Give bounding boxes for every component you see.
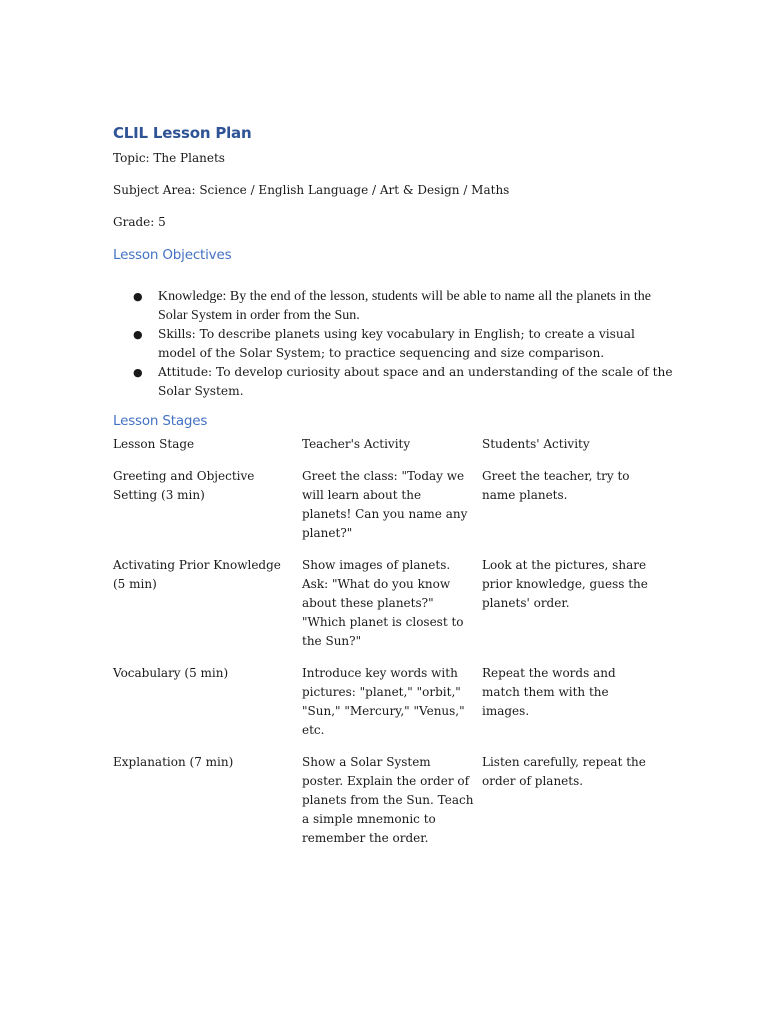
teacher-activity-cell: Show images of planets. Ask: "What do you know about these planets?" "Which planet is closest to the Sun?"	[302, 558, 464, 648]
table-header-row	[113, 435, 654, 467]
table-row	[113, 664, 654, 753]
teacher-activity-cell: Introduce key words with pictures: "planet," "orbit," "Sun," "Mercury," "Venus," etc.	[302, 666, 465, 737]
students-activity-cell: Look at the pictures, share prior knowledge, guess the planets' order.	[482, 558, 648, 610]
objectives-list	[113, 287, 673, 401]
bullet-icon: ●	[133, 328, 143, 341]
table-row	[113, 556, 654, 664]
objectives-heading: Lesson Objectives	[113, 247, 232, 263]
students-activity-cell: Repeat the words and match them with the images.	[482, 666, 616, 718]
stage-cell: Explanation (7 min)	[113, 755, 234, 769]
document-title: CLIL Lesson Plan	[113, 124, 252, 142]
objective-text: Skills: To describe planets using key vocabulary in English; to create a visual model of the Solar System; to practice sequencing and size comparison.	[158, 327, 635, 360]
bullet-icon: ●	[133, 290, 143, 303]
column-header-teacher: Teacher's Activity	[302, 437, 411, 451]
teacher-activity-cell: Greet the class: "Today we will learn about the planets! Can you name any planet?"	[302, 469, 468, 540]
grade-line: Grade: 5	[113, 215, 166, 229]
table-row	[113, 467, 654, 556]
column-header-students: Students' Activity	[482, 437, 590, 451]
topic-line: Topic: The Planets	[113, 151, 225, 165]
students-activity-cell: Listen carefully, repeat the order of planets.	[482, 755, 646, 788]
table-row	[113, 753, 654, 861]
subject-area-line: Subject Area: Science / English Language / Art & Design / Maths	[113, 183, 510, 197]
bullet-icon: ●	[133, 366, 143, 379]
objective-text: Knowledge: By the end of the lesson, students will be able to name all the planets in the Solar System in order from the Sun.	[158, 289, 652, 323]
stage-cell: Activating Prior Knowledge (5 min)	[113, 558, 281, 591]
stages-heading: Lesson Stages	[113, 413, 208, 429]
column-header-stage: Lesson Stage	[113, 437, 195, 451]
teacher-activity-cell: Show a Solar System poster. Explain the order of planets from the Sun. Teach a simple mnemonic to remember the order.	[302, 755, 474, 845]
objective-item	[113, 287, 673, 325]
objective-text: Attitude: To develop curiosity about space and an understanding of the scale of the Solar System.	[158, 365, 673, 398]
lesson-stages-table	[113, 435, 654, 861]
stage-cell: Greeting and Objective Setting (3 min)	[113, 469, 255, 502]
stage-cell: Vocabulary (5 min)	[113, 666, 229, 680]
objective-item	[113, 363, 673, 401]
students-activity-cell: Greet the teacher, try to name planets.	[482, 469, 630, 502]
objective-item	[113, 325, 673, 363]
